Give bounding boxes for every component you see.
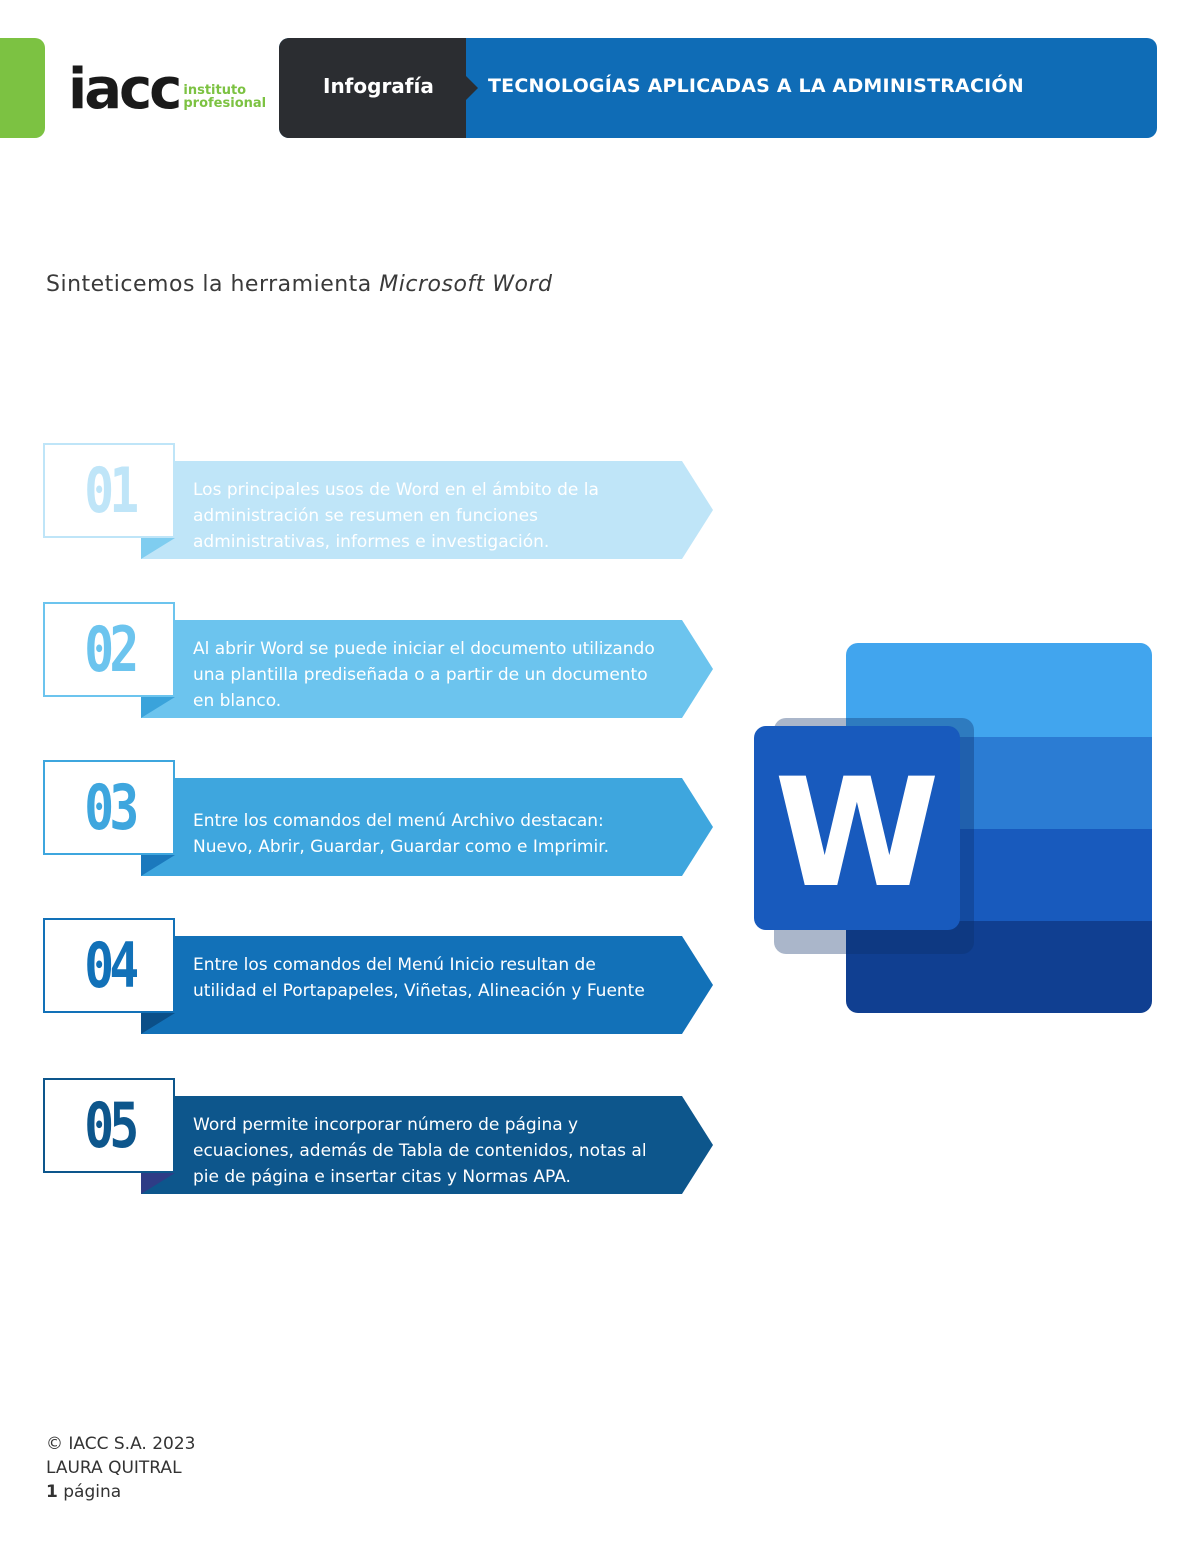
step-number-box — [43, 1078, 175, 1173]
header-doc-type-panel — [279, 38, 466, 138]
step-number: 01 — [83, 454, 135, 527]
microsoft-word-icon — [752, 640, 1154, 1016]
step-text: Entre los comandos del menú Archivo destacan: Nuevo, Abrir, Guardar, Guardar como e Imprimir. — [193, 811, 610, 857]
page-subtitle — [46, 272, 552, 297]
footer-copyright: © IACC S.A. 2023 — [46, 1434, 196, 1454]
logo-sub-line-1: instituto — [183, 83, 247, 98]
step-text: Entre los comandos del Menú Inicio resultan de utilidad el Portapapeles, Viñetas, Alineación y Fuente — [193, 955, 645, 1001]
course-title: TECNOLOGÍAS APLICADAS A LA ADMINISTRACIÓN — [488, 75, 1024, 97]
logo-sub-line-2: profesional — [183, 96, 267, 111]
header-bar — [279, 38, 1157, 138]
step-number: 02 — [83, 613, 135, 686]
header-arrow-icon — [466, 76, 478, 100]
step-number: 03 — [83, 771, 135, 844]
step-number-box — [43, 918, 175, 1013]
iacc-logo — [68, 57, 267, 122]
footer-author: LAURA QUITRAL — [46, 1458, 182, 1478]
subtitle-emphasis: Microsoft Word — [379, 272, 553, 297]
brand-accent-tab — [0, 38, 45, 138]
step-number-box — [43, 760, 175, 855]
step-number: 04 — [83, 929, 135, 1002]
step-number: 05 — [83, 1089, 135, 1162]
step-item — [0, 918, 720, 1036]
step-item — [0, 443, 720, 561]
footer — [46, 1432, 196, 1504]
doc-type-label: Infografía — [323, 74, 434, 98]
logo-wordmark: iacc — [68, 57, 180, 122]
step-item — [0, 602, 720, 720]
footer-pages-label: página — [57, 1482, 122, 1502]
footer-pages — [46, 1480, 196, 1504]
logo-subtitle — [183, 84, 266, 110]
step-item — [0, 760, 720, 878]
footer-pages-count: 1 — [46, 1482, 58, 1502]
subtitle-prefix: Sinteticemos la herramienta — [46, 272, 380, 297]
step-number-box — [43, 443, 175, 538]
step-text: Los principales usos de Word en el ámbito de la administración se resumen en funciones administrativas, informes e investigación. — [193, 480, 599, 552]
step-number-box — [43, 602, 175, 697]
step-item — [0, 1078, 720, 1196]
step-text: Al abrir Word se puede iniciar el documento utilizando una plantilla prediseñada o a partir de un documento en blanco. — [193, 639, 655, 711]
step-text: Word permite incorporar número de página y ecuaciones, además de Tabla de contenidos, notas al pie de página e insertar citas y Normas APA. — [193, 1115, 647, 1187]
word-letter: W — [774, 747, 940, 921]
